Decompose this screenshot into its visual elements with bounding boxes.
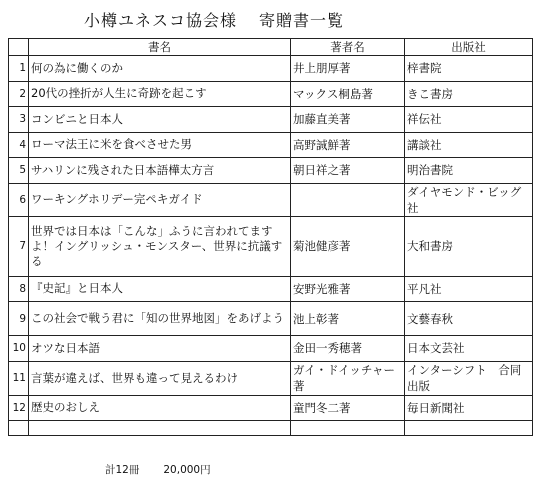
book-publisher: 日本文芸社 [405,336,533,362]
book-publisher: インターシフト 合同出版 [405,361,533,395]
book-author [291,183,405,216]
blank-row [9,421,533,436]
list-heading: 寄贈書一覧 [259,11,345,30]
row-number: 12 [9,395,29,421]
row-number: 3 [9,107,29,133]
header-number [9,39,29,56]
total-line [105,462,211,477]
table-row [9,361,533,395]
book-title: オツな日本語 [29,336,291,362]
table-row [9,132,533,158]
book-publisher: 講談社 [405,132,533,158]
row-number: 9 [9,302,29,336]
header-row [9,39,533,56]
book-publisher: 明治書院 [405,158,533,184]
table-row [9,107,533,133]
table-row [9,276,533,302]
book-title: この社会で戦う君に「知の世界地図」をあげよう [29,302,291,336]
header-title: 書名 [29,39,291,56]
total-amount: 20,000円 [163,464,211,476]
book-title: コンビニと日本人 [29,107,291,133]
table-row [9,158,533,184]
table-row [9,183,533,216]
row-number: 1 [9,56,29,82]
table-row [9,81,533,107]
row-number: 8 [9,276,29,302]
book-title: ローマ法王に米を食べさせた男 [29,132,291,158]
book-author: 童門冬二著 [291,395,405,421]
table-row [9,216,533,276]
row-number: 11 [9,361,29,395]
recipient: 小樽ユネスコ協会様 [84,11,238,30]
row-number: 4 [9,132,29,158]
book-author: 菊池健彦著 [291,216,405,276]
book-publisher: 文藝春秋 [405,302,533,336]
book-author: 金田一秀穂著 [291,336,405,362]
book-publisher: 毎日新聞社 [405,395,533,421]
blank-cell [29,421,291,436]
book-author: 安野光雅著 [291,276,405,302]
table-row [9,336,533,362]
row-number: 6 [9,183,29,216]
book-publisher: 平凡社 [405,276,533,302]
book-title: 20代の挫折が人生に奇跡を起こす [29,81,291,107]
book-title: 言葉が違えば、世界も違って見えるわけ [29,361,291,395]
table-row [9,302,533,336]
book-author: 加藤直美著 [291,107,405,133]
book-author: ガイ・ドイッチャー著 [291,361,405,395]
book-title: 世界では日本は「こんな」ふうに言われてますよ！イングリッシュ・モンスター、世界に抗議する [29,216,291,276]
total-count: 計12冊 [105,464,140,476]
table-row [9,56,533,82]
book-author: 高野誠鮮著 [291,132,405,158]
book-title: サハリンに残された日本語樺太方言 [29,158,291,184]
book-title: 歴史のおしえ [29,395,291,421]
blank-cell [405,421,533,436]
book-author: マックス桐島著 [291,81,405,107]
book-publisher: 祥伝社 [405,107,533,133]
row-number: 2 [9,81,29,107]
table-row [9,395,533,421]
document-title [84,8,344,31]
header-author: 著者名 [291,39,405,56]
row-number: 7 [9,216,29,276]
book-publisher: 大和書房 [405,216,533,276]
book-publisher: きこ書房 [405,81,533,107]
donation-table [8,38,533,436]
book-author: 井上朋厚著 [291,56,405,82]
row-number: 10 [9,336,29,362]
header-publisher: 出版社 [405,39,533,56]
book-author: 池上彰著 [291,302,405,336]
blank-cell [291,421,405,436]
row-number: 5 [9,158,29,184]
book-author: 朝日祥之著 [291,158,405,184]
book-publisher: 梓書院 [405,56,533,82]
blank-cell [9,421,29,436]
book-title: ワーキングホリデー完ペキガイド [29,183,291,216]
book-title: 『史記』と日本人 [29,276,291,302]
book-publisher: ダイヤモンド・ビッグ社 [405,183,533,216]
book-title: 何の為に働くのか [29,56,291,82]
